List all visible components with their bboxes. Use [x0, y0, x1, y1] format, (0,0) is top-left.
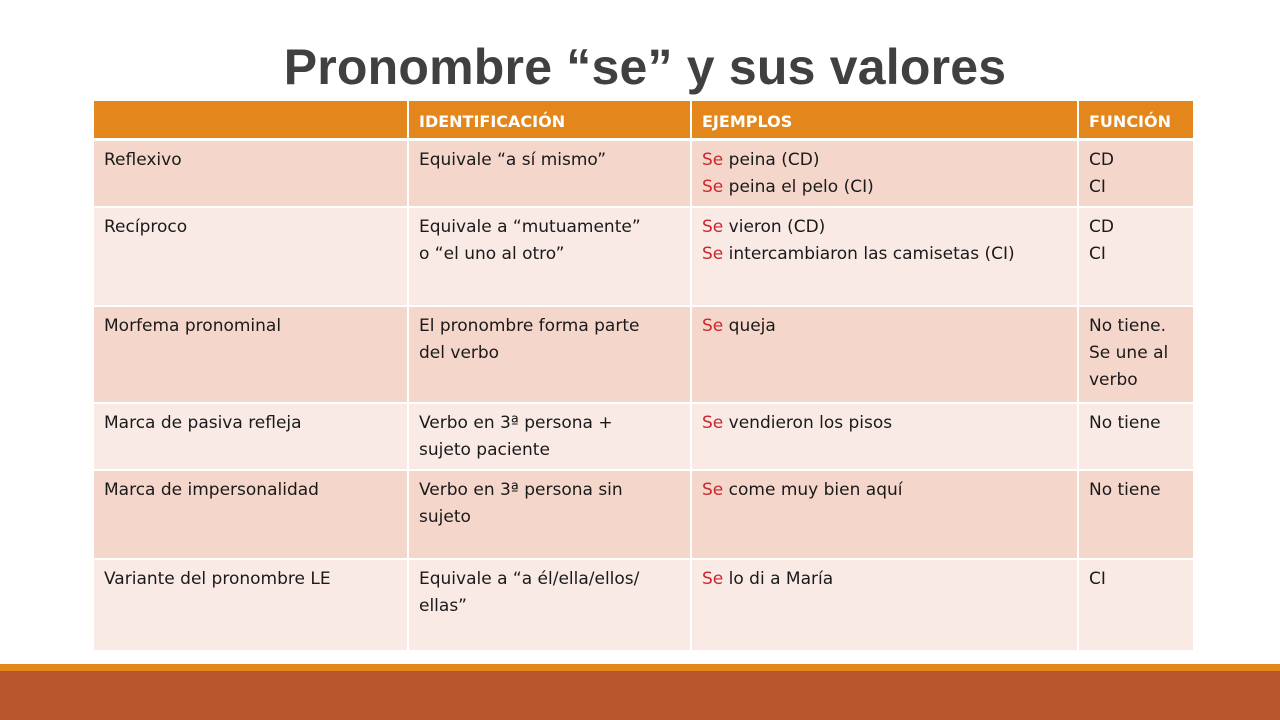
- ejemplos-cell: [691, 207, 1078, 306]
- header-ejemplos: EJEMPLOS: [691, 101, 1078, 140]
- table-header-row: [94, 101, 1193, 140]
- row-name: [94, 470, 408, 558]
- identificacion-cell: [408, 470, 691, 558]
- example-rest: lo di a María: [723, 568, 834, 589]
- se-highlight: Se: [702, 315, 724, 336]
- example-rest: vendieron los pisos: [723, 413, 893, 434]
- funcion-line: No tiene: [1089, 480, 1161, 501]
- funcion-cell: [1078, 140, 1193, 208]
- se-highlight: Se: [702, 150, 724, 170]
- identificacion-cell: [408, 140, 691, 208]
- identificacion-line: Equivale “a sí mismo”: [419, 150, 607, 170]
- se-highlight: Se: [702, 413, 724, 434]
- se-highlight: Se: [702, 177, 724, 197]
- example-line: [702, 147, 1068, 174]
- identificacion-line: sujeto paciente: [419, 440, 550, 461]
- header-identificacion: IDENTIFICACIÓN: [408, 101, 691, 140]
- identificacion-line: Equivale a “mutuamente”: [419, 217, 641, 238]
- ejemplos-cell: [691, 140, 1078, 208]
- se-highlight: Se: [702, 568, 724, 589]
- se-highlight: Se: [702, 217, 724, 238]
- identificacion-line: ellas”: [419, 595, 467, 616]
- row-name: [94, 207, 408, 306]
- example-rest: queja: [723, 315, 776, 336]
- example-line: [702, 313, 1068, 340]
- row-name: [94, 403, 408, 470]
- row-name-text: Morfema pronominal: [104, 315, 282, 336]
- funcion-cell: [1078, 559, 1193, 651]
- se-highlight: Se: [702, 244, 724, 265]
- identificacion-cell: [408, 403, 691, 470]
- example-line: [702, 241, 1068, 268]
- identificacion-line: Verbo en 3ª persona sin: [419, 480, 623, 501]
- funcion-line: No tiene: [1089, 413, 1161, 434]
- row-name-text: Recíproco: [104, 217, 188, 238]
- example-line: [702, 477, 1068, 504]
- se-highlight: Se: [702, 480, 724, 501]
- header-empty: [94, 101, 408, 140]
- table-row: [94, 403, 1193, 470]
- footer-accent-stripe: [0, 664, 1280, 671]
- table-row: [94, 207, 1193, 306]
- row-name-text: Marca de impersonalidad: [104, 480, 319, 501]
- table-row: [94, 470, 1193, 558]
- example-rest: come muy bien aquí: [723, 480, 903, 501]
- row-name-text: Marca de pasiva refleja: [104, 413, 302, 434]
- example-line: [702, 214, 1068, 241]
- identificacion-line: del verbo: [419, 342, 500, 363]
- header-funcion: FUNCIÓN: [1078, 101, 1193, 140]
- table-row: [94, 559, 1193, 651]
- funcion-line: verbo: [1089, 369, 1138, 390]
- table-row: [94, 140, 1193, 208]
- funcion-line: CI: [1089, 244, 1106, 265]
- ejemplos-cell: [691, 306, 1078, 404]
- row-name-text: Variante del pronombre LE: [104, 568, 331, 589]
- row-name: [94, 559, 408, 651]
- funcion-cell: [1078, 306, 1193, 404]
- funcion-line: CI: [1089, 177, 1106, 197]
- example-rest: peina (CD): [723, 150, 820, 170]
- ejemplos-cell: [691, 403, 1078, 470]
- identificacion-cell: [408, 306, 691, 404]
- funcion-line: CD: [1089, 217, 1114, 238]
- se-values-table: [94, 101, 1193, 652]
- ejemplos-cell: [691, 470, 1078, 558]
- identificacion-cell: [408, 207, 691, 306]
- example-rest: vieron (CD): [723, 217, 826, 238]
- row-name: [94, 140, 408, 208]
- identificacion-line: sujeto: [419, 507, 471, 528]
- table-row: [94, 306, 1193, 404]
- identificacion-line: o “el uno al otro”: [419, 244, 565, 265]
- example-line: [702, 566, 1068, 593]
- example-rest: peina el pelo (CI): [723, 177, 874, 197]
- example-line: [702, 174, 1068, 201]
- funcion-line: No tiene.: [1089, 315, 1167, 336]
- footer-band: [0, 671, 1280, 720]
- slide-title: Pronombre “se” y sus valores: [283, 39, 1007, 95]
- identificacion-line: Equivale a “a él/ella/ellos/: [419, 568, 640, 589]
- example-line: [702, 410, 1068, 437]
- funcion-cell: [1078, 403, 1193, 470]
- row-name: [94, 306, 408, 404]
- example-rest: intercambiaron las camisetas (CI): [723, 244, 1015, 265]
- funcion-line: Se une al: [1089, 342, 1169, 363]
- identificacion-cell: [408, 559, 691, 651]
- identificacion-line: Verbo en 3ª persona +: [419, 413, 613, 434]
- row-name-text: Reflexivo: [104, 150, 182, 170]
- funcion-cell: [1078, 207, 1193, 306]
- funcion-line: CI: [1089, 568, 1106, 589]
- ejemplos-cell: [691, 559, 1078, 651]
- funcion-cell: [1078, 470, 1193, 558]
- funcion-line: CD: [1089, 150, 1114, 170]
- identificacion-line: El pronombre forma parte: [419, 315, 640, 336]
